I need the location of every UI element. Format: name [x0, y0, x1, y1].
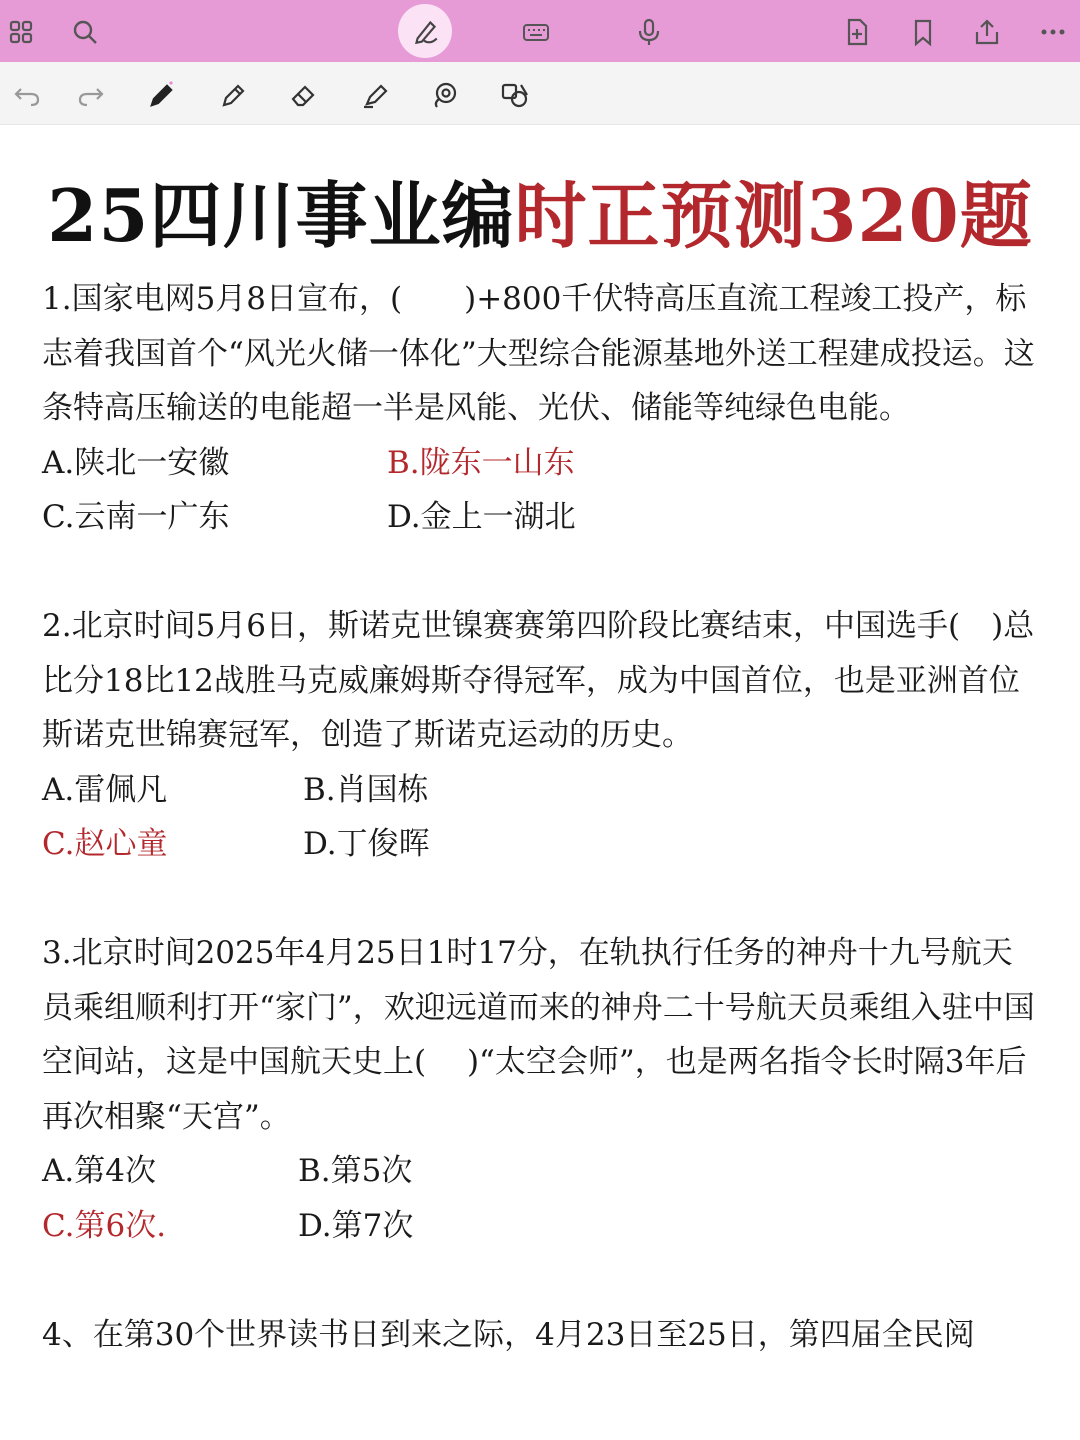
pen-icon[interactable]: [142, 76, 180, 114]
shapes-icon[interactable]: [496, 76, 534, 114]
option: A.雷佩凡: [42, 771, 168, 808]
search-icon[interactable]: [64, 11, 106, 53]
page-title: [0, 158, 1080, 262]
more-icon[interactable]: [1032, 11, 1074, 53]
keyboard-icon[interactable]: [515, 11, 557, 53]
option-answer: C.第6次.: [42, 1207, 167, 1244]
question-text: 3.北京时间2025年4月25日1时17分，在轨执行任务的神舟十九号航天员乘组顺利打开“家门”，欢迎远道而来的神舟二十号航天员乘组入驻中国空间站，这是中国航天史上( )“太空会师”，也是两名指令长时隔3年后再次相聚“天宫”。: [42, 935, 1035, 1135]
option: D.第7次: [298, 1207, 414, 1244]
bookmark-icon[interactable]: [902, 11, 944, 53]
title-red: 时正预测320题: [514, 173, 1033, 258]
highlighter-icon[interactable]: [356, 76, 394, 114]
option: D.丁俊晖: [303, 826, 430, 862]
option: B.肖国栋: [303, 771, 429, 808]
option: A.第4次: [42, 1153, 156, 1189]
option: D.金上一湖北: [387, 499, 576, 535]
question-text: 2.北京时间5月6日，斯诺克世镍赛赛第四阶段比赛结束，中国选手( )总比分18比12战胜马克威廉姆斯夺得冠军，成为中国首位，也是亚洲首位斯诺克世锦赛冠军，创造了斯诺克运动的历史。: [42, 608, 1035, 753]
question-content: [42, 272, 1042, 1362]
share-icon[interactable]: [966, 11, 1008, 53]
add-page-icon[interactable]: [836, 11, 878, 53]
options-grid: [42, 436, 1042, 545]
options-grid: [42, 763, 1042, 872]
title-black: 25四川事业编: [47, 173, 515, 258]
redo-icon[interactable]: [72, 76, 110, 114]
option-answer: C.赵心童: [42, 826, 168, 862]
top-toolbar: [0, 0, 1080, 62]
option-answer: B.陇东一山东: [387, 444, 575, 481]
options-grid: [42, 1144, 1042, 1253]
option: A.陕北一安徽: [42, 444, 230, 481]
pen-mode-icon[interactable]: [398, 4, 452, 58]
question-text: 4、在第30个世界读书日到来之际，4月23日至25日，第四届全民阅: [42, 1316, 975, 1353]
grid-icon[interactable]: [0, 11, 42, 53]
undo-icon[interactable]: [8, 76, 46, 114]
lasso-icon[interactable]: [426, 76, 464, 114]
pencil-icon[interactable]: [214, 76, 252, 114]
drawing-toolbar: [0, 62, 1080, 125]
microphone-icon[interactable]: [628, 11, 670, 53]
question-text: 1.国家电网5月8日宣布，( )+800千伏特高压直流工程竣工投产，标志着我国首个“风光火储一体化”大型综合能源基地外送工程建成投运。这条特高压输送的电能超一半是风能、光伏、储能等纯绿色电能。: [42, 281, 1035, 426]
option: C.云南一广东: [42, 499, 230, 535]
eraser-icon[interactable]: [284, 76, 322, 114]
option: B.第5次: [298, 1153, 413, 1189]
